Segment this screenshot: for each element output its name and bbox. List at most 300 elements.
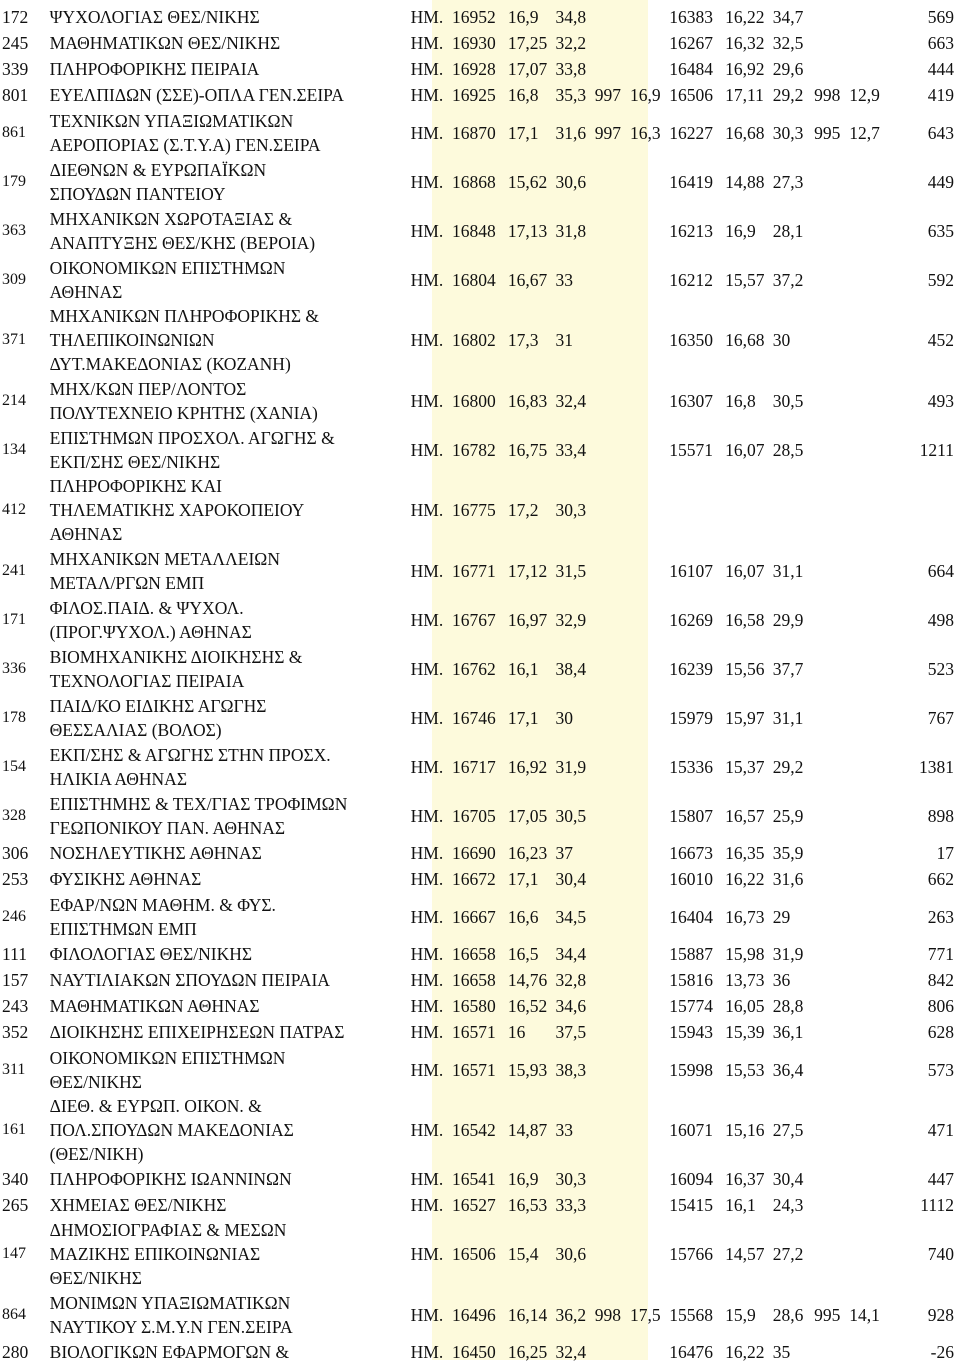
score-cell: 16690 [452, 843, 496, 863]
score-cell [595, 546, 630, 595]
department-name-line: ΝΑΥΤΙΚΟΥ Σ.Μ.Υ.Ν ΓΕΝ.ΣΕΙΡΑ [49, 1316, 293, 1337]
score-cell: 16,58 [725, 609, 765, 630]
difference-value: 740 [927, 1244, 954, 1264]
score-cell: 17,1 [507, 869, 539, 889]
score-cell: 17,11 [725, 85, 764, 105]
score-cell [773, 474, 814, 546]
study-type: ΗΜ. [410, 1304, 444, 1325]
department-name-line: ΒΙΟΛΟΓΙΚΩΝ ΕΦΑΡΜΟΓΩΝ & [49, 1342, 290, 1362]
score-cell: 31,6 [772, 869, 804, 889]
department-code: 172 [2, 7, 29, 27]
score-cell [595, 206, 630, 255]
score-cell: 16383 [669, 7, 713, 27]
score-cell: 16227 [669, 122, 713, 143]
score-cell: 17,3 [507, 330, 539, 350]
score-cell [849, 595, 884, 644]
study-type: ΗΜ. [410, 1342, 444, 1362]
difference-value: 806 [927, 996, 954, 1016]
score-cell: 16476 [669, 1342, 713, 1362]
score-cell [595, 742, 630, 791]
score-cell [595, 941, 630, 967]
score-cell [595, 866, 630, 892]
score-cell: 16212 [669, 269, 713, 290]
score-cell [595, 840, 630, 866]
score-cell: 15887 [669, 944, 713, 964]
department-code: 864 [2, 1305, 26, 1323]
score-cell: 34,7 [772, 7, 804, 27]
department-code: 363 [2, 221, 26, 239]
score-cell: 16,52 [507, 996, 548, 1016]
department-name [50, 255, 411, 304]
department-name-line: ΦΥΣΙΚΗΣ ΑΘΗΝΑΣ [49, 869, 202, 889]
department-code: 111 [2, 944, 27, 964]
score-cell: 995 [814, 1304, 841, 1325]
department-name [50, 1166, 411, 1192]
score-cell: 15774 [669, 996, 713, 1016]
score-cell: 33 [555, 1120, 573, 1140]
difference-value: 643 [927, 122, 954, 143]
table-row [0, 4, 960, 30]
table-row [0, 967, 960, 993]
department-code: 147 [2, 1245, 26, 1262]
difference-value: 1381 [919, 756, 954, 777]
score-cell: 16484 [669, 59, 713, 79]
score-cell: 32,5 [772, 33, 804, 53]
table-row [0, 546, 960, 595]
score-cell: 31,6 [555, 122, 587, 143]
department-name-line: ΔΙΕΘΝΩΝ & ΕΥΡΩΠΑΪΚΩΝ [49, 159, 267, 180]
score-cell [849, 157, 884, 206]
score-cell: 16,92 [507, 756, 548, 777]
study-type: ΗΜ. [410, 500, 444, 520]
study-type: ΗΜ. [410, 220, 444, 241]
department-code: 179 [2, 172, 26, 190]
department-code: 309 [2, 270, 26, 288]
score-cell: 37 [555, 843, 573, 863]
score-cell: 28,6 [772, 1304, 804, 1325]
score-cell: 14,76 [507, 970, 548, 990]
score-cell: 31,9 [772, 944, 804, 964]
score-cell: 27,2 [772, 1244, 804, 1264]
department-name-line: ΔΗΜΟΣΙΟΓΡΑΦΙΑΣ & ΜΕΣΩΝ [49, 1220, 287, 1240]
department-name-line: ΠΟΛ.ΣΠΟΥΔΩΝ ΜΑΚΕΔΟΝΙΑΣ [49, 1120, 294, 1140]
score-cell: 32,9 [555, 609, 587, 630]
score-cell: 16307 [669, 390, 713, 411]
score-cell: 29,2 [772, 756, 804, 777]
score-cell [595, 892, 630, 941]
score-cell [814, 993, 849, 1019]
difference-value: 419 [927, 85, 954, 105]
score-cell [814, 1019, 849, 1045]
score-cell [814, 157, 849, 206]
score-cell: 14,88 [725, 171, 765, 192]
score-cell: 30 [772, 330, 791, 350]
score-cell: 16,23 [507, 843, 548, 863]
score-cell: 16571 [452, 1022, 496, 1042]
study-type: ΗΜ. [410, 439, 444, 460]
score-cell [630, 866, 669, 892]
score-cell: 15,39 [725, 1022, 765, 1042]
score-cell: 15,62 [507, 171, 548, 192]
department-name [50, 56, 411, 82]
score-cell: 17,5 [629, 1304, 661, 1325]
department-name-line: ΜΗΧΑΝΙΚΩΝ ΧΩΡΟΤΑΞΙΑΣ & [49, 208, 293, 229]
score-cell: 16,5 [507, 944, 539, 964]
score-cell: 17,1 [507, 122, 539, 143]
score-cell [849, 1218, 884, 1290]
department-name-line: ΜΗΧΑΝΙΚΩΝ ΠΛΗΡΟΦΟΡΙΚΗΣ & [49, 306, 320, 326]
department-code: 328 [2, 806, 26, 824]
score-cell: 16870 [452, 122, 496, 143]
table-row [0, 157, 960, 206]
table-row [0, 595, 960, 644]
score-cell: 15,97 [725, 707, 765, 728]
score-cell: 17,13 [507, 220, 548, 241]
score-cell: 16269 [669, 609, 713, 630]
table-row [0, 1290, 960, 1339]
score-cell: 16767 [452, 609, 496, 630]
score-cell [630, 993, 669, 1019]
score-cell: 16848 [452, 220, 496, 241]
department-name-line: ΠΛΗΡΟΦΟΡΙΚΗΣ ΠΕΙΡΑΙΑ [49, 59, 260, 79]
difference-value: 493 [927, 390, 954, 411]
score-cell: 15979 [669, 707, 713, 728]
study-type: ΗΜ. [410, 707, 444, 728]
department-name-line: ΔΙΟΙΚΗΣΗΣ ΕΠΙΧΕΙΡΗΣΕΩΝ ΠΑΤΡΑΣ [49, 1022, 345, 1042]
department-name [50, 595, 411, 644]
study-type: ΗΜ. [410, 59, 444, 79]
score-cell [849, 840, 884, 866]
department-name-line: ΕΠΙΣΤΗΜΗΣ & ΤΕΧ/ΓΙΑΣ ΤΡΟΦΙΜΩΝ [49, 793, 348, 814]
score-cell: 15,93 [507, 1059, 548, 1080]
study-type: ΗΜ. [410, 269, 444, 290]
department-code: 306 [2, 843, 29, 863]
department-name-line: ΜΑΘΗΜΑΤΙΚΩΝ ΘΕΣ/ΝΙΚΗΣ [49, 33, 281, 53]
department-name-line: ΜΑΘΗΜΑΤΙΚΩΝ ΑΘΗΝΑΣ [49, 996, 260, 1016]
score-cell: 32,8 [555, 970, 587, 990]
score-cell: 31,1 [772, 707, 804, 728]
score-cell: 15415 [669, 1195, 713, 1215]
score-cell [814, 206, 849, 255]
department-code: 171 [2, 610, 26, 628]
department-name [50, 840, 411, 866]
department-name-line: ΕΦΑΡ/ΝΩΝ ΜΑΘΗΜ. & ΦΥΣ. [49, 894, 276, 915]
score-cell [814, 30, 849, 56]
score-cell [630, 157, 669, 206]
department-code: 352 [2, 1022, 29, 1042]
score-cell: 34,8 [555, 7, 587, 27]
score-cell [814, 425, 849, 474]
score-cell: 36,1 [772, 1022, 804, 1042]
score-cell: 15,53 [725, 1059, 765, 1080]
score-cell [849, 1019, 884, 1045]
score-cell: 16673 [669, 843, 713, 863]
table-row [0, 742, 960, 791]
score-cell [849, 941, 884, 967]
score-cell: 32,2 [555, 33, 587, 53]
department-name [50, 1192, 411, 1218]
score-cell: 16800 [452, 390, 496, 411]
score-cell: 16,22 [725, 7, 765, 27]
department-name-line: ΔΥΤ.ΜΑΚΕΔΟΝΙΑΣ (ΚΟΖΑΝΗ) [49, 354, 291, 374]
score-cell: 16,9 [507, 7, 539, 27]
score-cell: 16267 [669, 33, 713, 53]
table-row [0, 1218, 960, 1290]
score-cell: 16928 [452, 59, 496, 79]
study-type: ΗΜ. [410, 122, 444, 143]
table-row [0, 56, 960, 82]
score-cell: 16 [507, 1022, 526, 1042]
score-cell [595, 993, 630, 1019]
score-cell: 32,4 [555, 1342, 587, 1362]
score-cell [630, 474, 669, 546]
department-code: 157 [2, 970, 29, 990]
department-code: 241 [2, 561, 26, 579]
score-cell [814, 1045, 849, 1094]
score-cell [814, 56, 849, 82]
score-cell [595, 1192, 630, 1218]
score-cell [849, 376, 884, 425]
score-cell: 16496 [452, 1304, 496, 1325]
score-cell: 16762 [452, 658, 496, 679]
score-cell: 24,3 [772, 1195, 804, 1215]
difference-value: 928 [927, 1304, 954, 1325]
department-name [50, 425, 411, 474]
score-cell: 16,1 [507, 658, 539, 679]
score-cell [814, 304, 849, 376]
score-cell: 34,4 [555, 944, 587, 964]
department-name [50, 1339, 411, 1365]
score-cell: 16,14 [507, 1304, 548, 1325]
score-cell: 30,4 [772, 1169, 804, 1189]
study-type: ΗΜ. [410, 330, 444, 350]
score-cell: 16,83 [507, 390, 548, 411]
score-cell: 16771 [452, 560, 496, 581]
score-cell [630, 56, 669, 82]
score-cell: 37,5 [555, 1022, 587, 1042]
department-name-line: ΑΘΗΝΑΣ [49, 524, 123, 544]
score-cell: 36,4 [772, 1059, 804, 1080]
score-cell: 29,9 [772, 609, 804, 630]
score-cell [595, 425, 630, 474]
score-cell [630, 1218, 669, 1290]
difference-value: 498 [927, 609, 954, 630]
score-cell [814, 474, 849, 546]
difference-value: 263 [927, 906, 954, 927]
score-cell [849, 56, 884, 82]
score-cell: 38,3 [555, 1059, 587, 1080]
department-name-line: ΦΙΛΟΛΟΓΙΑΣ ΘΕΣ/ΝΙΚΗΣ [49, 944, 253, 964]
table-row [0, 82, 960, 108]
department-name-line: ΕΚΠ/ΣΗΣ & ΑΓΩΓΗΣ ΣΤΗΝ ΠΡΟΣΧ. [49, 744, 331, 765]
score-cell: 16094 [669, 1169, 713, 1189]
department-code: 134 [2, 440, 26, 458]
score-cell: 16952 [452, 7, 496, 27]
department-code: 245 [2, 33, 29, 53]
score-cell: 16450 [452, 1342, 496, 1362]
score-cell: 35,3 [555, 85, 587, 105]
score-cell: 16,67 [507, 269, 548, 290]
score-cell [595, 474, 630, 546]
score-cell [849, 4, 884, 30]
study-type: ΗΜ. [410, 1120, 444, 1140]
score-cell [814, 840, 849, 866]
table-row [0, 941, 960, 967]
score-cell [849, 1166, 884, 1192]
department-name [50, 1045, 411, 1094]
department-name-line: ΑΝΑΠΤΥΞΗΣ ΘΕΣ/ΚΗΣ (ΒΕΡΟΙΑ) [49, 232, 316, 253]
difference-value: 663 [927, 33, 954, 53]
score-cell [630, 1339, 669, 1365]
score-cell: 37,7 [772, 658, 804, 679]
score-cell [814, 967, 849, 993]
score-cell: 16782 [452, 439, 496, 460]
score-cell: 16,22 [725, 1342, 765, 1362]
department-name [50, 1290, 411, 1339]
score-cell [630, 546, 669, 595]
score-cell: 16868 [452, 171, 496, 192]
score-cell: 15,57 [725, 269, 765, 290]
score-cell [814, 941, 849, 967]
score-cell: 16571 [452, 1059, 496, 1080]
score-cell [595, 56, 630, 82]
score-cell: 16541 [452, 1169, 496, 1189]
score-cell: 14,1 [849, 1304, 880, 1325]
department-name [50, 474, 411, 546]
study-type: ΗΜ. [410, 805, 444, 826]
score-cell: 33,4 [555, 439, 587, 460]
score-cell: 12,9 [849, 85, 880, 105]
score-cell: 16,1 [725, 1195, 756, 1215]
score-cell: 16,35 [725, 843, 765, 863]
score-cell: 28,5 [772, 439, 804, 460]
score-cell [849, 1339, 884, 1365]
score-cell: 29 [772, 906, 791, 927]
score-cell [630, 941, 669, 967]
department-name-line: ΑΘΗΝΑΣ [49, 281, 123, 302]
score-cell [669, 474, 725, 546]
difference-value: 447 [927, 1169, 954, 1189]
department-code: 246 [2, 907, 26, 925]
score-cell: 16,68 [725, 330, 765, 350]
department-name [50, 742, 411, 791]
table-row [0, 840, 960, 866]
score-cell: 16213 [669, 220, 713, 241]
score-cell [814, 742, 849, 791]
score-cell: 36 [772, 970, 791, 990]
score-cell: 16,75 [507, 439, 548, 460]
score-cell [630, 1094, 669, 1166]
department-name-line: ΕΚΠ/ΣΗΣ ΘΕΣ/ΝΙΚΗΣ [49, 451, 221, 472]
score-cell: 16,8 [725, 390, 756, 411]
department-name-line: ΜΗΧ/ΚΩΝ ΠΕΡ/ΛΟΝΤΟΣ [49, 378, 247, 399]
department-name-line: ΤΕΧΝΟΛΟΓΙΑΣ ΠΕΙΡΑΙΑ [49, 670, 245, 691]
score-cell [595, 1045, 630, 1094]
score-cell: 17,05 [507, 805, 548, 826]
department-name-line: ΘΕΣ/ΝΙΚΗΣ [49, 1071, 142, 1092]
score-cell [630, 1045, 669, 1094]
score-cell: 36,2 [555, 1304, 587, 1325]
score-cell: 15943 [669, 1022, 713, 1042]
table-row [0, 892, 960, 941]
table-row [0, 791, 960, 840]
score-cell [630, 840, 669, 866]
score-cell [814, 1166, 849, 1192]
score-cell: 28,8 [772, 996, 804, 1016]
department-name-line: ΕΠΙΣΤΗΜΩΝ ΕΜΠ [49, 918, 197, 939]
department-code: 154 [2, 757, 26, 775]
score-cell: 16775 [452, 500, 496, 520]
study-type: ΗΜ. [410, 756, 444, 777]
table-row [0, 993, 960, 1019]
score-cell: 16542 [452, 1120, 496, 1140]
score-cell: 15,9 [725, 1304, 756, 1325]
score-cell [849, 425, 884, 474]
difference-value: 842 [927, 970, 954, 990]
score-cell: 16705 [452, 805, 496, 826]
difference-value: 573 [927, 1059, 954, 1080]
department-name [50, 791, 411, 840]
score-cell [814, 376, 849, 425]
score-cell: 17,07 [507, 59, 548, 79]
score-cell [849, 866, 884, 892]
score-cell [814, 892, 849, 941]
study-type: ΗΜ. [410, 609, 444, 630]
score-cell: 997 [594, 85, 622, 105]
score-cell: 30,3 [772, 122, 804, 143]
score-cell [595, 157, 630, 206]
score-cell: 33 [555, 269, 573, 290]
department-code: 280 [2, 1342, 29, 1362]
study-type: ΗΜ. [410, 996, 444, 1016]
score-cell: 15766 [669, 1244, 713, 1264]
study-type: ΗΜ. [410, 171, 444, 192]
score-cell: 997 [594, 122, 622, 143]
score-cell: 995 [814, 122, 841, 143]
table-row [0, 1045, 960, 1094]
score-cell: 15571 [669, 439, 713, 460]
score-cell: 16,92 [725, 59, 765, 79]
score-cell [849, 791, 884, 840]
score-cell [595, 693, 630, 742]
score-cell: 17,12 [507, 560, 548, 581]
score-cell: 16804 [452, 269, 496, 290]
score-cell: 16,9 [725, 220, 756, 241]
department-name [50, 1019, 411, 1045]
difference-value: -26 [930, 1342, 954, 1362]
score-cell: 31,5 [555, 560, 587, 581]
score-cell: 15,56 [725, 658, 765, 679]
department-name [50, 1218, 411, 1290]
table-row [0, 425, 960, 474]
department-name-line: ΜΕΤΑΛ/ΡΓΩΝ ΕΜΠ [49, 572, 205, 593]
department-name-line: ΦΙΛΟΣ.ΠΑΙΔ. & ΨΥΧΟΛ. [49, 597, 244, 618]
table-row [0, 1094, 960, 1166]
department-name [50, 30, 411, 56]
score-cell: 27,5 [772, 1120, 804, 1140]
department-name [50, 1094, 411, 1166]
department-name [50, 967, 411, 993]
score-cell [630, 967, 669, 993]
department-name-line: ΕΥΕΛΠΙΔΩΝ (ΣΣΕ)-ΟΠΛΑ ΓΕΝ.ΣΕΙΡΑ [49, 85, 344, 105]
score-cell: 32,4 [555, 390, 587, 411]
score-cell: 16506 [669, 85, 713, 105]
score-cell: 30,3 [555, 500, 587, 520]
score-cell: 30,6 [555, 1244, 587, 1264]
score-cell [630, 30, 669, 56]
table-row [0, 1166, 960, 1192]
department-code: 801 [2, 85, 29, 105]
